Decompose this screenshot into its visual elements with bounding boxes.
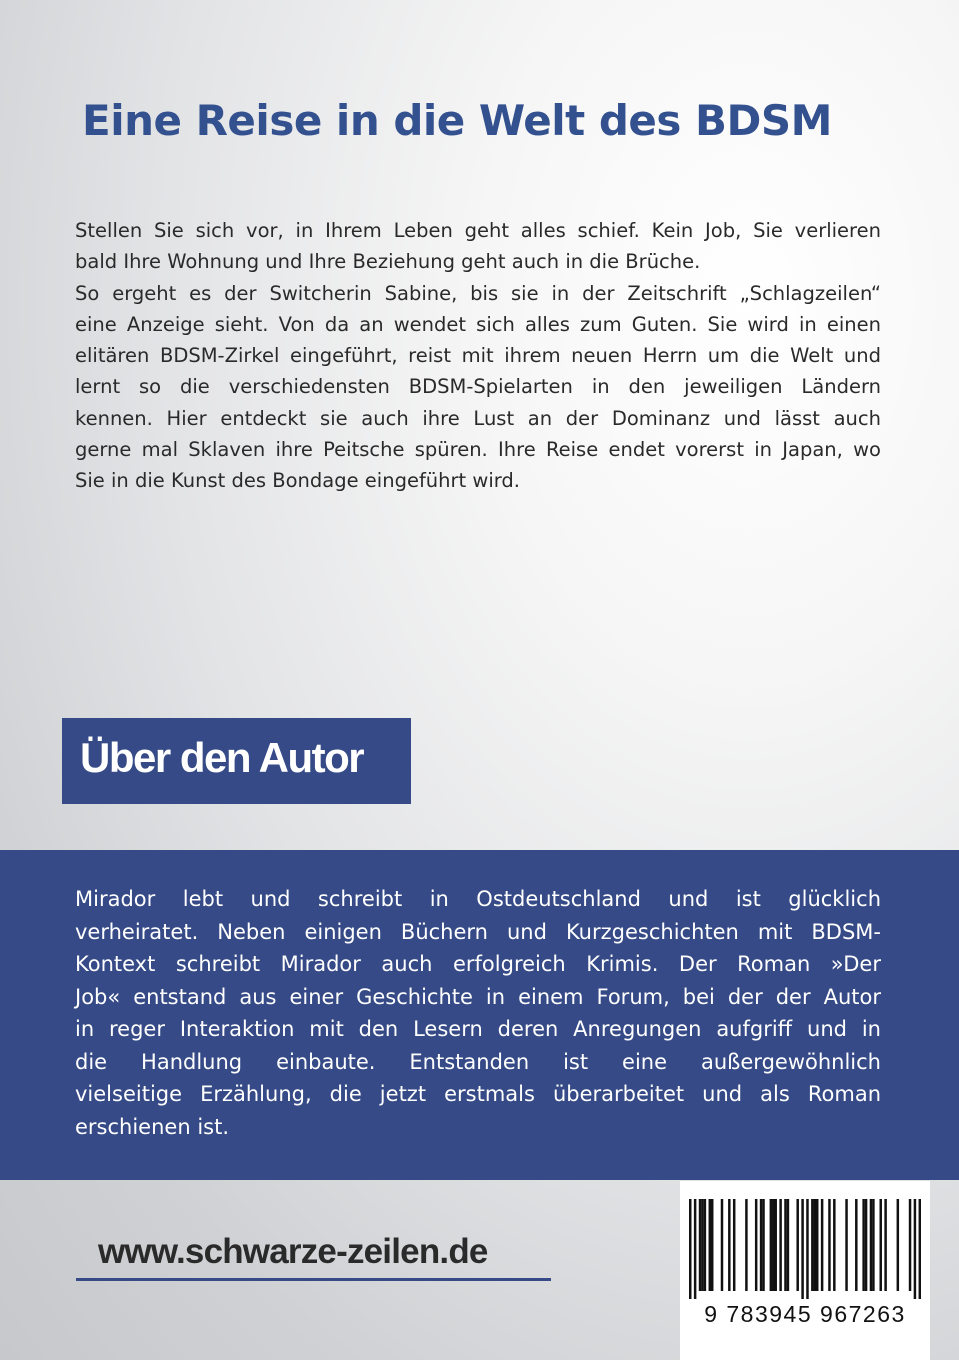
author-heading-box <box>62 718 411 804</box>
barcode-bar <box>796 1199 798 1291</box>
book-blurb <box>75 215 881 497</box>
barcode-bar <box>879 1199 881 1291</box>
author-bio-line: erschienen ist. <box>75 1114 230 1139</box>
barcode-bar <box>884 1199 886 1291</box>
author-bio-line: Job« entstand aus einer Geschichte in einem Forum, bei der der Autor <box>75 984 881 1009</box>
author-bio <box>75 883 881 1143</box>
barcode-bar <box>704 1199 706 1291</box>
blurb-line: gerne mal Sklaven ihre Peitsche spüren. Ihre Reise endet vorerst in Japan, wo <box>75 438 881 462</box>
barcode-bar <box>787 1199 789 1291</box>
author-bio-line: Kontext schreibt Mirador auch erfolgreich Krimis. Der Roman »Der <box>75 952 881 976</box>
barcode-bar <box>816 1199 818 1291</box>
barcode-bar <box>711 1199 713 1291</box>
barcode-bar <box>762 1199 764 1291</box>
author-bio-line: in reger Interaktion mit den Lesern deren Anregungen aufgriff und in <box>75 1017 881 1041</box>
barcode-bar <box>865 1199 867 1291</box>
barcode-bar <box>862 1199 864 1291</box>
barcode-bar <box>914 1199 916 1299</box>
barcode-bar <box>694 1199 696 1299</box>
barcode-bar <box>755 1199 757 1291</box>
barcode-bar <box>814 1199 816 1291</box>
blurb-line: bald Ihre Wohnung und Ihre Beziehung geht auch in die Brüche. <box>75 250 701 274</box>
barcode-bar <box>833 1199 835 1291</box>
blurb-line: eine Anzeige sieht. Von da an wendet sich alles zum Guten. Sie wird in einen <box>75 312 881 336</box>
barcode-bar <box>801 1199 803 1299</box>
barcode-bar <box>733 1199 735 1291</box>
blurb-line: Sie in die Kunst des Bondage eingeführt wird. <box>75 469 521 493</box>
author-bio-line: vielseitige Erzählung, die jetzt erstmals überarbeitet und als Roman <box>75 1082 881 1106</box>
website-underline <box>76 1278 551 1281</box>
barcode-bar <box>870 1199 872 1291</box>
barcode-bar <box>855 1199 857 1291</box>
isbn-barcode <box>680 1181 930 1360</box>
barcode-bar <box>897 1199 899 1291</box>
barcode-bar <box>745 1199 747 1291</box>
barcode-bar <box>845 1199 847 1291</box>
blurb-line: elitären BDSM-Zirkel eingeführt, reist mit ihrem neuen Herrn um die Welt und <box>75 344 881 368</box>
barcode-bar <box>721 1199 723 1291</box>
author-bio-band <box>0 850 959 1180</box>
barcode-bar <box>728 1199 730 1291</box>
barcode-bars-icon <box>689 1199 921 1299</box>
barcode-bar <box>774 1199 776 1291</box>
publisher-website-link[interactable]: www.schwarze-zeilen.de <box>98 1232 488 1271</box>
barcode-bar <box>689 1199 691 1299</box>
barcode-bar <box>811 1199 813 1291</box>
barcode-bar <box>919 1199 921 1299</box>
book-title: Eine Reise in die Welt des BDSM <box>82 96 832 145</box>
barcode-bar <box>828 1199 830 1291</box>
author-bio-line: Mirador lebt und schreibt in Ostdeutschland und ist glücklich <box>75 887 881 911</box>
barcode-bar <box>772 1199 774 1291</box>
blurb-line: lernt so die verschiedensten BDSM-Spielarten in den jeweiligen Ländern <box>75 375 881 399</box>
barcode-bar <box>709 1199 711 1291</box>
barcode-bar <box>760 1199 762 1291</box>
blurb-line: kennen. Hier entdeckt sie auch ihre Lust an der Dominanz und lässt auch <box>75 406 881 430</box>
author-bio-line: verheiratet. Neben einigen Büchern und Kurzgeschichten mit BDSM- <box>75 919 881 944</box>
barcode-bar <box>821 1199 823 1291</box>
barcode-bar <box>872 1199 874 1291</box>
blurb-line: Stellen Sie sich vor, in Ihrem Leben geht alles schief. Kein Job, Sie verlieren <box>75 219 881 242</box>
author-heading: Über den Autor <box>80 734 364 781</box>
barcode-bar <box>909 1199 911 1291</box>
isbn-digits: 9 783945 967263 <box>704 1301 906 1327</box>
barcode-bar <box>779 1199 781 1291</box>
author-bio-line: die Handlung einbaute. Entstanden ist eine außergewöhnlich <box>75 1049 881 1074</box>
blurb-line: So ergeht es der Switcherin Sabine, bis sie in der Zeitschrift „Schlagzeilen“ <box>75 281 881 305</box>
barcode-bar <box>701 1199 703 1291</box>
barcode-bar <box>770 1199 772 1291</box>
barcode-bar <box>784 1199 786 1291</box>
barcode-bar <box>806 1199 808 1299</box>
barcode-bar <box>699 1199 701 1291</box>
